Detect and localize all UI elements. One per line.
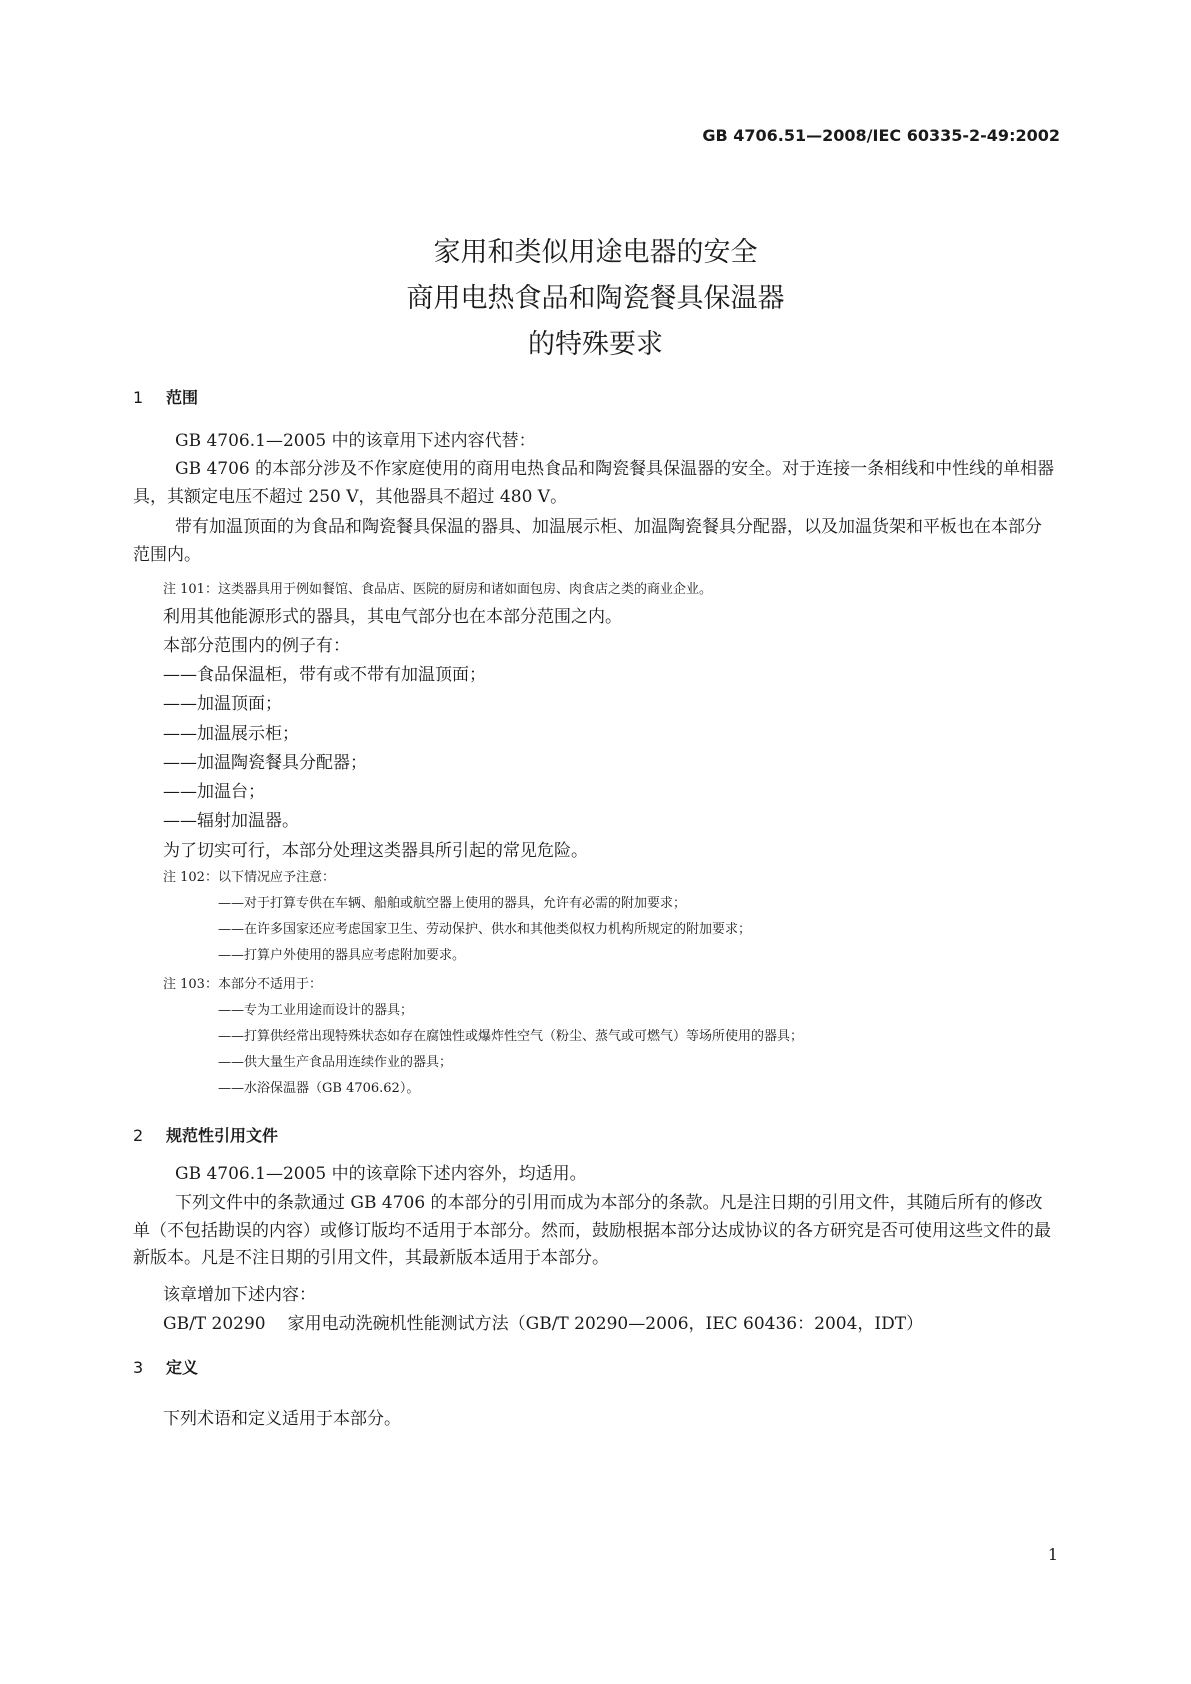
- page-number: 1: [1047, 1545, 1058, 1564]
- section-title: 定义: [166, 1358, 199, 1377]
- section-2-heading: [133, 1123, 278, 1146]
- paragraph: GB 4706.1—2005 中的该章用下述内容代替：: [175, 431, 536, 451]
- title-line-2: 商用电热食品和陶瓷餐具保温器: [406, 283, 785, 314]
- paragraph: 利用其他能源形式的器具，其电气部分也在本部分范围之内。: [163, 607, 622, 627]
- paragraph: 为了切实可行，本部分处理这类器具所引起的常见危险。: [163, 841, 588, 861]
- list-item: ——食品保温柜，带有或不带有加温顶面；: [163, 665, 486, 685]
- note-102-label: 注 102：以下情况应予注意：: [163, 870, 335, 885]
- list-item: ——加温展示柜；: [163, 724, 299, 744]
- note-item: ——打算户外使用的器具应考虑附加要求。: [218, 948, 466, 963]
- section-3-heading: [133, 1355, 198, 1378]
- reference-code: GB/T 20290: [163, 1314, 266, 1334]
- section-number: 2: [133, 1126, 144, 1145]
- paragraph: 带有加温顶面的为食品和陶瓷餐具保温的器具、加温展示柜、加温陶瓷餐具分配器，以及加温货架和平板也在本部分范围内。: [133, 517, 1042, 565]
- title-line-3: 的特殊要求: [528, 329, 663, 360]
- paragraph: 该章增加下述内容：: [163, 1285, 316, 1305]
- title-line-1: 家用和类似用途电器的安全: [433, 237, 758, 268]
- section-title: 规范性引用文件: [166, 1126, 279, 1145]
- section-title: 范围: [166, 388, 199, 407]
- paragraph: GB 4706 的本部分涉及不作家庭使用的商用电热食品和陶瓷餐具保温器的安全。对于连接一条相线和中性线的单相器具，其额定电压不超过 250 V，其他器具不超过 480 V。: [133, 459, 1055, 507]
- list-item: ——加温台；: [163, 782, 265, 802]
- note-item: ——打算供经常出现特殊状态如存在腐蚀性或爆炸性空气（粉尘、蒸气或可燃气）等场所使用的器具；: [218, 1029, 804, 1044]
- paragraph: 下列术语和定义适用于本部分。: [163, 1409, 401, 1429]
- standard-number: GB 4706.51—2008/IEC 60335-2-49:2002: [702, 126, 1060, 145]
- list-item: ——加温陶瓷餐具分配器；: [163, 753, 367, 773]
- note-item: ——供大量生产食品用连续作业的器具；: [218, 1055, 453, 1070]
- reference-entry: [163, 1309, 923, 1334]
- paragraph: 本部分范围内的例子有：: [163, 636, 350, 656]
- note-item: ——专为工业用途而设计的器具；: [218, 1003, 414, 1018]
- list-item: ——加温顶面；: [163, 694, 282, 714]
- paragraph: 下列文件中的条款通过 GB 4706 的本部分的引用而成为本部分的条款。凡是注日期的引用文件，其随后所有的修改单（不包括勘误的内容）或修订版均不适用于本部分。然而，鼓励根据本部分达成协议的各方研究是否可使用这些文件的最新版本。凡是不注日期的引用文件，其最新版本适用于本部分。: [133, 1193, 1051, 1268]
- note-103-label: 注 103：本部分不适用于：: [163, 977, 322, 992]
- reference-title: 家用电动洗碗机性能测试方法（GB/T 20290—2006，IEC 60436：2004，IDT）: [287, 1314, 924, 1334]
- note-item: ——在许多国家还应考虑国家卫生、劳动保护、供水和其他类似权力机构所规定的附加要求；: [218, 922, 752, 937]
- section-number: 1: [133, 388, 144, 407]
- list-item: ——辐射加温器。: [163, 811, 299, 831]
- paragraph: GB 4706.1—2005 中的该章除下述内容外，均适用。: [175, 1164, 587, 1184]
- note-101: 注 101：这类器具用于例如餐馆、食品店、医院的厨房和诸如面包房、肉食店之类的商业企业。: [163, 582, 712, 597]
- document-title: [0, 230, 1191, 368]
- note-item: ——水浴保温器（GB 4706.62）。: [218, 1081, 420, 1096]
- note-item: ——对于打算专供在车辆、船舶或航空器上使用的器具，允许有必需的附加要求；: [218, 896, 687, 911]
- section-number: 3: [133, 1358, 144, 1377]
- section-1-heading: [133, 385, 198, 408]
